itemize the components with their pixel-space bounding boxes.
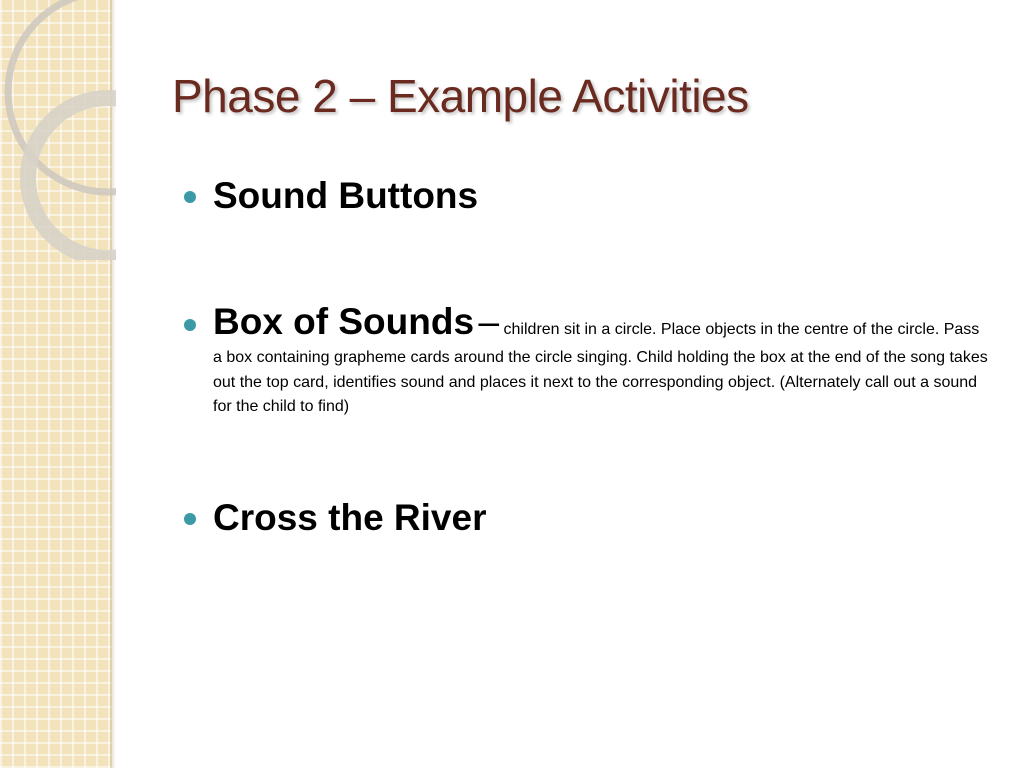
bullet-description: children sit in a circle. Place objects in the centre of the circle. Pass a box containing grapheme cards around the circle singing. Child holding the box at the end of the song takes out the top card, identifies sound and places it next to the corresponding object. (Alternately call out a sound for the child to find) [213, 321, 988, 415]
slide-title: Phase 2 – Example Activities [172, 70, 749, 122]
bullet-text-block [213, 298, 988, 420]
bullet-marker [184, 191, 196, 203]
bullet-heading: Box of Sounds [213, 301, 475, 342]
bullet-marker [184, 513, 196, 525]
bullet-marker [184, 319, 196, 331]
decorative-ring-small [28, 98, 116, 258]
bullet-separator: – [478, 301, 500, 342]
bullet-heading: Sound Buttons [213, 175, 479, 216]
decorative-rings [0, 0, 116, 260]
bullet-heading: Cross the River [213, 497, 487, 538]
